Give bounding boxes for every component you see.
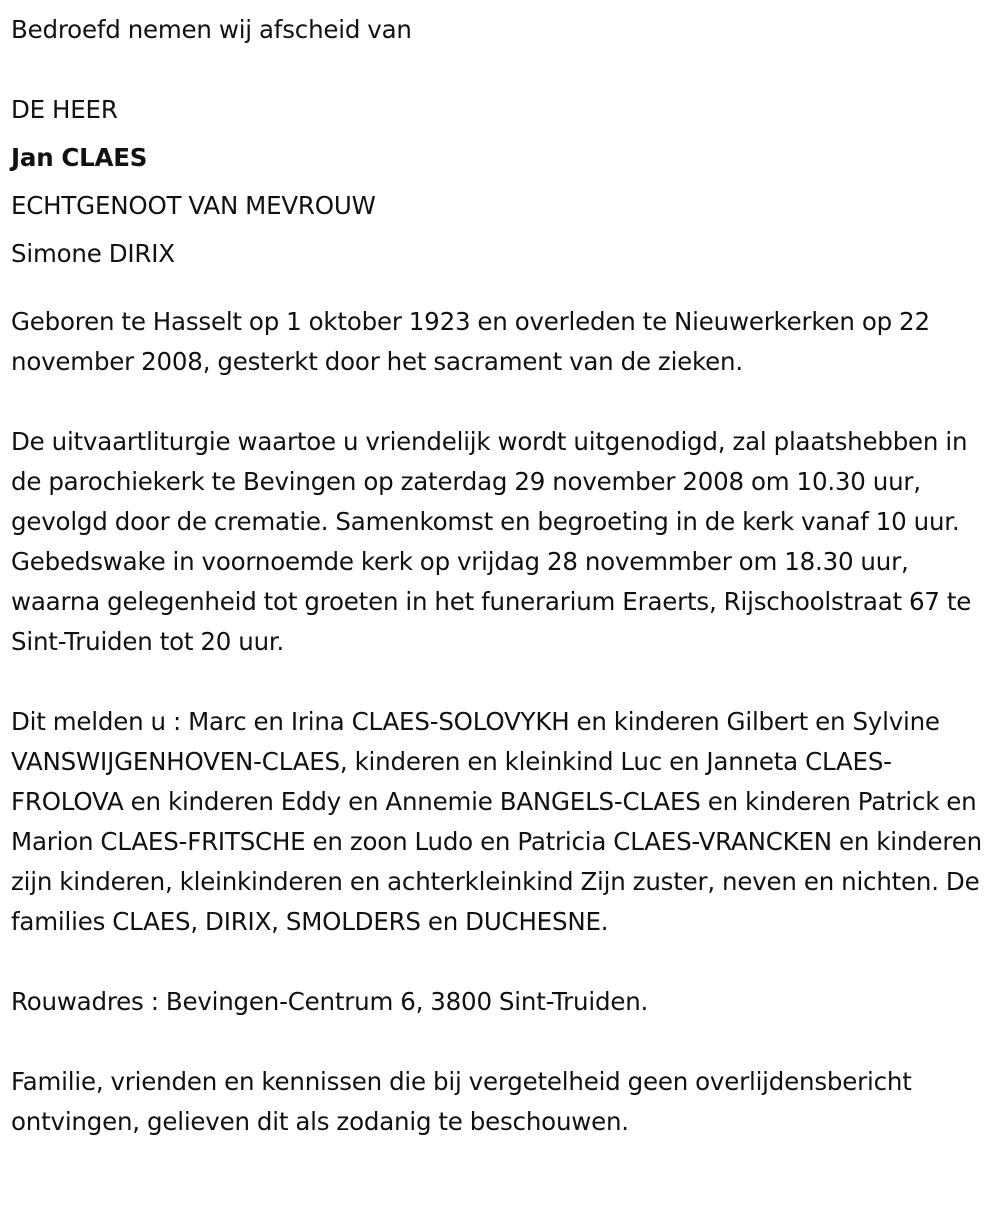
family-paragraph: Dit melden u : Marc en Irina CLAES-SOLOVYKH en kinderen Gilbert en Sylvine VANSWIJGENHOVEN-CLAES, kinderen en kleinkind Luc en Janneta CLAES-FROLOVA en kinderen Eddy en Annemie BANGELS-CLAES en kinderen Patrick en Marion CLAES-FRITSCHE en zoon Ludo en Patricia CLAES-VRANCKEN en kinderen zijn kinderen, kleinkinderen en achterkleinkind Zijn zuster, neven en nichten. De families CLAES, DIRIX, SMOLDERS en DUCHESNE. (11, 707, 982, 936)
address-paragraph: Rouwadres : Bevingen-Centrum 6, 3800 Sint-Truiden. (11, 987, 649, 1016)
spouse-name: Simone DIRIX (11, 239, 175, 268)
birth-death-paragraph: Geboren te Hasselt op 1 oktober 1923 en overleden te Nieuwerkerken op 22 november 2008, gesterkt door het sacrament van de zieken. (11, 307, 930, 376)
deceased-name: Jan CLAES (11, 143, 148, 172)
title-prefix: DE HEER (11, 95, 118, 124)
intro-text: Bedroefd nemen wij afscheid van (11, 15, 412, 44)
spouse-label: ECHTGENOOT VAN MEVROUW (11, 191, 376, 220)
closing-paragraph: Familie, vrienden en kennissen die bij vergetelheid geen overlijdensbericht ontvingen, gelieven dit als zodanig te beschouwen. (11, 1067, 912, 1136)
obituary-notice (11, 6, 991, 1142)
funeral-paragraph: De uitvaartliturgie waartoe u vriendelijk wordt uitgenodigd, zal plaatshebben in de parochiekerk te Bevingen op zaterdag 29 november 2008 om 10.30 uur, gevolgd door de crematie. Samenkomst en begroeting in de kerk vanaf 10 uur. Gebedswake in voornoemde kerk op vrijdag 28 novemmber om 18.30 uur, waarna gelegenheid tot groeten in het funerarium Eraerts, Rijschoolstraat 67 te Sint-Truiden tot 20 uur. (11, 427, 972, 656)
